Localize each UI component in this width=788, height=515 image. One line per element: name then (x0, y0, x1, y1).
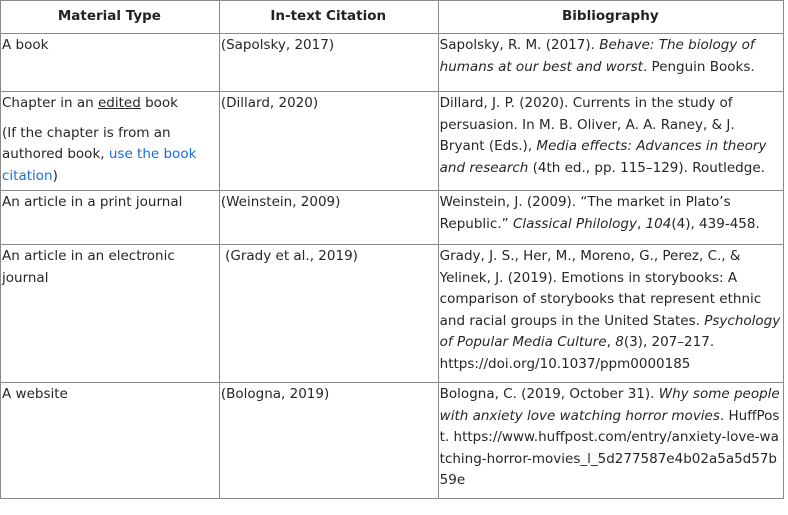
header-row (1, 1, 784, 34)
bib-journal: Classical Philology (512, 215, 637, 232)
bib-text: Dillard, J. P. (2020). Currents in the study of persuasion. In M. B. Oliver, A. A. Raney, & J. Bryant (Eds.), (439, 95, 735, 155)
in-text-cell: (Grady et al., 2019) (219, 245, 438, 383)
note-text: ) (52, 167, 58, 184)
table-row (1, 383, 784, 499)
in-text-cell: (Dillard, 2020) (219, 92, 438, 191)
bib-text: , (636, 215, 646, 232)
header-material-type: Material Type (1, 1, 220, 34)
header-bibliography: Bibliography (438, 1, 783, 34)
bibliography-cell (438, 245, 783, 383)
underlined-word: edited (97, 95, 141, 111)
bibliography-cell (438, 191, 783, 245)
table-row (1, 34, 784, 92)
in-text-cell: (Weinstein, 2009) (219, 191, 438, 245)
bib-text: (3), 207–217. https://doi.org/10.1037/ppm0000185 (439, 334, 715, 372)
material-cell (1, 92, 220, 191)
table-row (1, 191, 784, 245)
material-cell: A book (1, 34, 220, 92)
bib-text: Weinstein, J. (2009). “The market in Plato’s Republic.” (439, 194, 731, 232)
material-cell: A website (1, 383, 220, 499)
bib-text: (4), 439-458. (671, 215, 760, 232)
in-text-cell: (Sapolsky, 2017) (219, 34, 438, 92)
material-cell: An article in an electronic journal (1, 245, 220, 383)
material-cell: An article in a print journal (1, 191, 220, 245)
table-row (1, 245, 784, 383)
bib-title: Why some people with anxiety love watching horror movies (439, 386, 780, 424)
bib-title: Behave: The biology of humans at our best and worst (439, 37, 755, 75)
bib-text: Sapolsky, R. M. (2017). (439, 37, 600, 53)
material-note (2, 123, 217, 188)
bib-text: . Penguin Books. (642, 58, 755, 75)
bib-title: Media effects: Advances in theory and research (439, 138, 767, 176)
note-text: (If the chapter is from an authored book, (2, 124, 171, 163)
bib-text: Grady, J. S., Her, M., Moreno, G., Perez, C., & Yelinek, J. (2019). Emotions in storybooks: A comparison of storybooks that represent ethnic and racial groups in the United States. (439, 248, 762, 329)
bib-volume: 8 (615, 334, 624, 351)
bibliography-cell (438, 92, 783, 191)
table-row (1, 92, 784, 191)
bib-text: , (606, 334, 616, 351)
bib-journal: Psychology of Popular Media Culture (439, 312, 781, 351)
bibliography-cell (438, 383, 783, 499)
material-label (2, 93, 217, 115)
material-text: book (140, 95, 178, 111)
header-in-text-citation: In-text Citation (219, 1, 438, 34)
bib-text: . HuffPost. https://www.huffpost.com/entry/anxiety-love-watching-horror-movies_l_5d277587e4b02a5a5d57b59e (439, 407, 780, 489)
book-citation-link[interactable]: use the book citation (2, 146, 197, 184)
bib-volume: 104 (645, 215, 672, 232)
material-text: Chapter in an (2, 95, 98, 111)
in-text-cell: (Bologna, 2019) (219, 383, 438, 499)
bib-text: (4th ed., pp. 115–129). Routledge. (528, 159, 765, 176)
bibliography-cell (438, 34, 783, 92)
bib-text: Bologna, C. (2019, October 31). (439, 386, 659, 402)
